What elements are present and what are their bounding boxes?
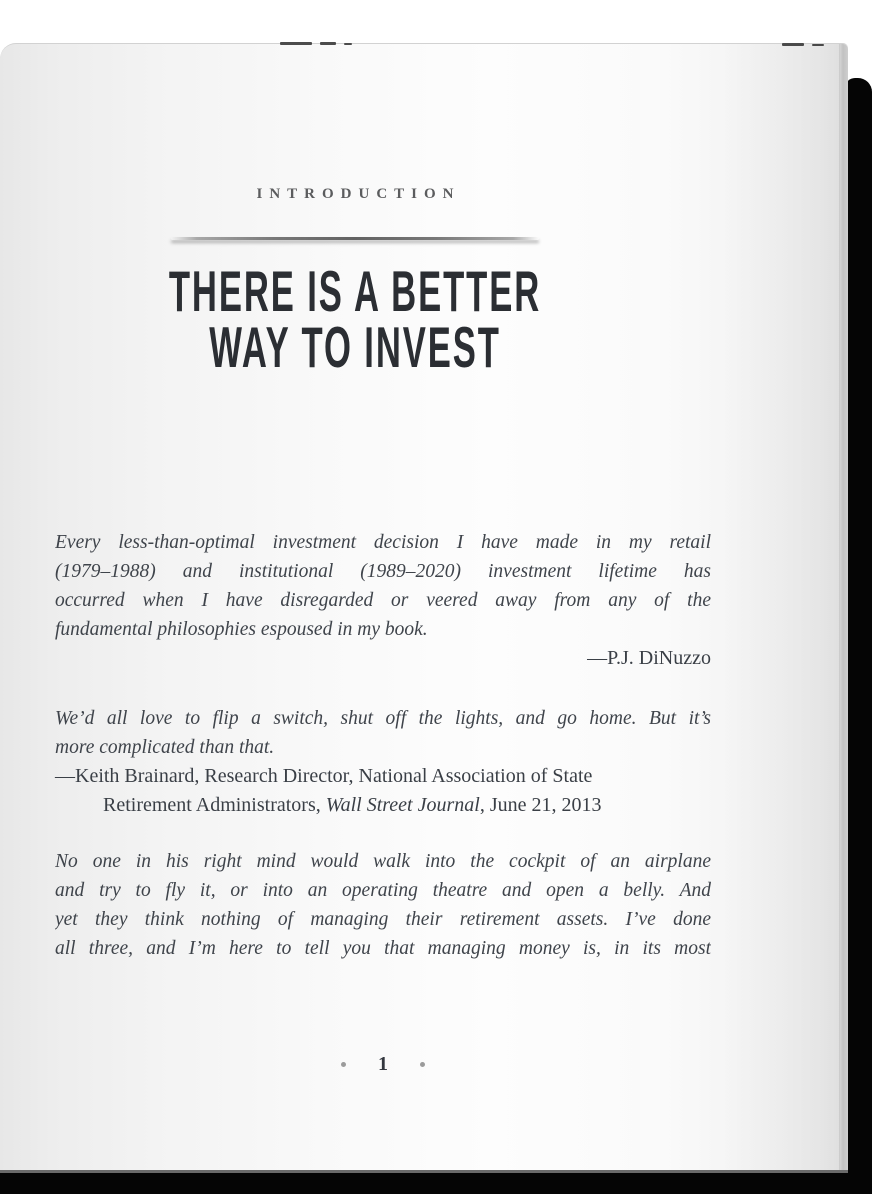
page-number: 1 xyxy=(378,1052,388,1075)
attribution-text: Retirement Administrators, xyxy=(103,794,326,816)
epigraph-attribution-line-2 xyxy=(55,791,711,820)
book-page xyxy=(0,43,848,1173)
attribution-journal-name: Wall Street Journal xyxy=(325,794,480,816)
epigraph-line: We’d all love to flip a switch, shut off the lights, and go home. But it’s xyxy=(55,708,711,729)
chapter-kicker: INTRODUCTION xyxy=(256,186,461,202)
epigraph-line: yet they think nothing of managing their retirement assets. I’ve done xyxy=(55,909,711,930)
epigraph-line: (1979–1988) and institutional (1989–2020) investment lifetime has xyxy=(55,561,711,582)
attribution-text: , June 21, 2013 xyxy=(479,794,602,816)
folio-ornament-dot-left xyxy=(341,1062,346,1067)
epigraph-dinuzzo xyxy=(55,528,711,673)
chapter-title xyxy=(166,258,544,380)
epigraph-line: more complicated than that. xyxy=(55,737,275,758)
epigraph-line: and try to fly it, or into an operating theatre and open a belly. And xyxy=(55,880,711,901)
epigraph-airplane xyxy=(55,847,711,963)
photo-background-mark xyxy=(758,1176,776,1186)
epigraph-attribution: —P.J. DiNuzzo xyxy=(587,647,711,669)
photo-background-bottom xyxy=(0,1171,872,1194)
page-edge-mark xyxy=(812,44,824,46)
epigraph-line: occurred when I have disregarded or veered away from any of the xyxy=(55,590,711,611)
folio-ornament-dot-right xyxy=(420,1062,425,1067)
heading-divider-rule xyxy=(171,237,539,240)
page-edge-mark xyxy=(344,43,352,45)
page-folio xyxy=(55,1049,711,1079)
photo-background-right xyxy=(845,78,872,1194)
epigraph-line: fundamental philosophies espoused in my book. xyxy=(55,619,428,640)
chapter-title-line-1: THERE IS A BETTER xyxy=(168,258,542,324)
page-edge-mark xyxy=(280,42,312,45)
epigraph-line: all three, and I’m here to tell you that managing money is, in its most xyxy=(55,938,711,959)
chapter-title-line-2: WAY TO INVEST xyxy=(209,315,501,380)
page-edge xyxy=(839,44,848,1170)
epigraph-brainard xyxy=(55,704,711,820)
page-edge-mark xyxy=(320,42,336,45)
page-edge-mark xyxy=(782,43,804,46)
epigraph-line: No one in his right mind would walk into the cockpit of an airplane xyxy=(55,851,711,872)
epigraph-attribution-line-1: —Keith Brainard, Research Director, National Association of State xyxy=(55,765,593,787)
epigraph-line: Every less-than-optimal investment decision I have made in my retail xyxy=(55,532,711,553)
